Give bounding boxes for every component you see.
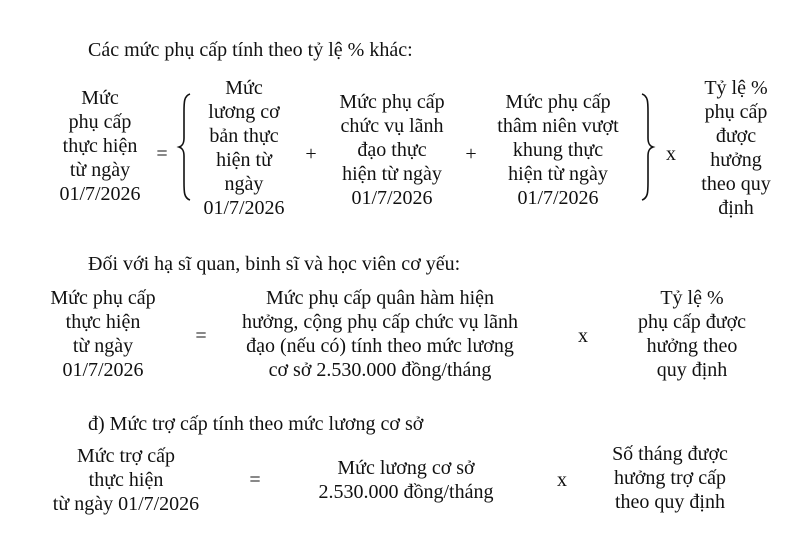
s3-months-label: Số tháng được hưởng trợ cấp theo quy định xyxy=(612,443,728,513)
s1-plus-sign-2: + xyxy=(465,143,477,165)
s1-multiply-sign: x xyxy=(666,143,676,165)
s1-position-allowance-term: Mức phụ cấp chức vụ lãnh đạo thực hiện từ ngày 01/7/2026 xyxy=(339,91,445,209)
section-3-heading: đ) Mức trợ cấp tính theo mức lương cơ sở xyxy=(88,413,424,435)
section-1-heading: Các mức phụ cấp tính theo tỷ lệ % khác: xyxy=(88,39,413,61)
s2-rate-label: Tỷ lệ % phụ cấp được hưởng theo quy định xyxy=(637,287,747,381)
s3-result-label: Mức trợ cấp thực hiện từ ngày 01/7/2026 xyxy=(52,445,200,515)
s2-equals-sign: = xyxy=(195,325,207,347)
s1-result-label: Mức phụ cấp thực hiện từ ngày 01/7/2026 xyxy=(59,87,141,205)
s2-result-label: Mức phụ cấp thực hiện từ ngày 01/7/2026 xyxy=(50,287,156,381)
s1-plus-sign-1: + xyxy=(305,143,317,165)
s3-equals-sign: = xyxy=(249,469,261,491)
section-2-heading: Đối với hạ sĩ quan, binh sĩ và học viên cơ yếu: xyxy=(88,253,461,275)
s1-rate-label: Tỷ lệ % phụ cấp được hưởng theo quy định xyxy=(701,77,771,219)
s3-multiply-sign: x xyxy=(557,469,567,491)
s2-multiply-sign: x xyxy=(578,325,588,347)
s1-base-salary-term: Mức lương cơ bản thực hiện từ ngày 01/7/2026 xyxy=(203,77,285,219)
s1-right-brace xyxy=(638,92,656,202)
s1-seniority-allowance-term: Mức phụ cấp thâm niên vượt khung thực hiện từ ngày 01/7/2026 xyxy=(497,91,619,209)
s3-formula-term: Mức lương cơ sở 2.530.000 đồng/tháng xyxy=(318,457,494,503)
s2-formula-term: Mức phụ cấp quân hàm hiện hưởng, cộng phụ cấp chức vụ lãnh đạo (nếu có) tính theo mức lương cơ sở 2.530.000 đồng/tháng xyxy=(241,287,519,381)
s1-equals-sign: = xyxy=(156,143,168,165)
